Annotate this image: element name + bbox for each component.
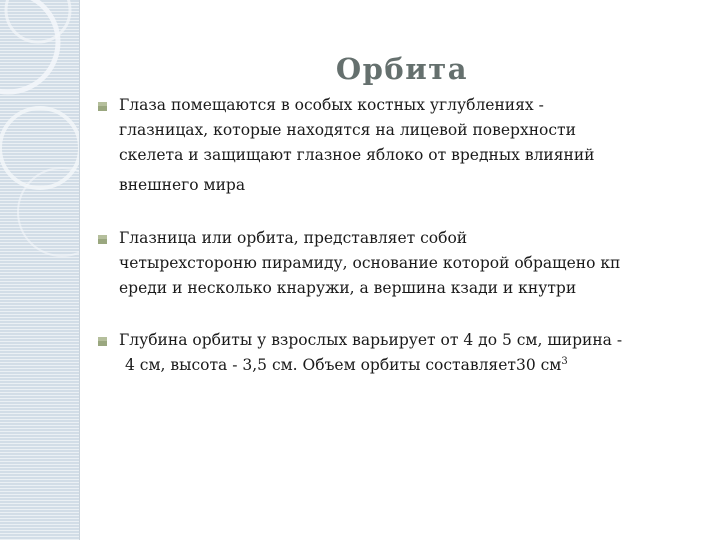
bullet-line: ереди и несколько кнаружи, а вершина кзади и кнутри	[119, 279, 577, 297]
bullet-line: глазницах, которые находятся на лицевой поверхности	[119, 121, 576, 139]
bullet-line: Глазница или орбита, представляет собой	[119, 229, 468, 247]
bullet-item	[96, 226, 716, 301]
square-bullet-icon	[97, 101, 108, 112]
square-bullet-icon	[97, 234, 108, 245]
bullet-line: 4 см, высота - 3,5 см. Объем орбиты составляет30 см	[125, 356, 562, 374]
bullet-line: Глубина орбиты у взрослых варьирует от 4 до 5 см, ширина -	[119, 331, 623, 349]
bullet-list	[96, 93, 716, 378]
bullet-line: четырехстороню пирамиду, основание которой обращено кп	[119, 254, 621, 272]
bullet-line-with-superscript	[119, 353, 716, 378]
bullet-line: скелета и защищают глазное яблоко от вредных влияний	[119, 146, 595, 164]
superscript: 3	[561, 356, 568, 367]
bullet-item	[96, 93, 716, 198]
ring-decoration	[0, 0, 79, 540]
bullet-line: внешнего мира	[119, 176, 246, 194]
bullet-line: Глаза помещаются в особых костных углублениях -	[119, 96, 544, 114]
square-bullet-icon	[97, 336, 108, 347]
side-decoration-band	[0, 0, 79, 540]
bullet-item	[96, 328, 716, 378]
slide-title: Орбита	[335, 52, 468, 86]
